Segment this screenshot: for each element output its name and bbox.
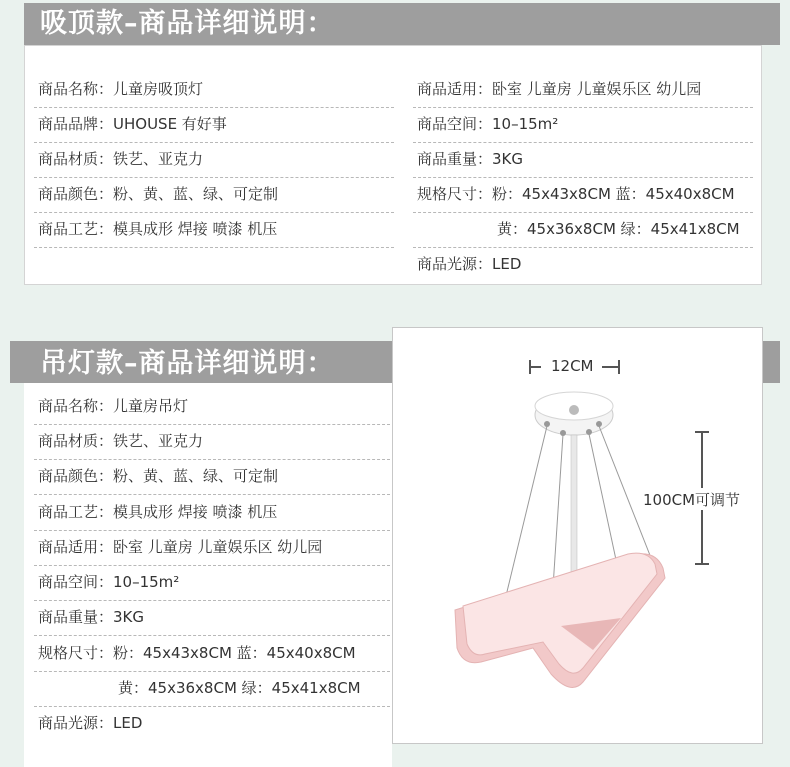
- section2-row: 规格尺寸：粉：45x43x8CM 蓝：45x40x8CM: [38, 644, 356, 662]
- section1-right-row: 黄：45x36x8CM 绿：45x41x8CM: [497, 220, 740, 238]
- section1-right-row: 规格尺寸：粉：45x43x8CM 蓝：45x40x8CM: [417, 185, 735, 203]
- section1-left-row: 商品工艺：模具成形 焊接 喷漆 机压: [38, 220, 278, 238]
- section1-title: 吸顶款–商品详细说明：: [40, 8, 335, 39]
- section2-row: 商品材质：铁艺、亚克力: [38, 432, 204, 450]
- pendant-lamp-illustration: [393, 328, 762, 743]
- section2-row: 商品工艺：模具成形 焊接 喷漆 机压: [38, 503, 278, 521]
- section1-left-row: 商品材质：铁艺、亚克力: [38, 150, 204, 168]
- section2-header-band-right: [762, 341, 780, 383]
- section2-row: 黄：45x36x8CM 绿：45x41x8CM: [118, 679, 361, 697]
- section1-right-row: 商品空间：10–15m²: [417, 115, 559, 133]
- height-label: 100CM可调节: [643, 491, 741, 509]
- section2-row: 商品颜色：粉、黄、蓝、绿、可定制: [38, 467, 279, 485]
- product-figure: [392, 327, 763, 744]
- section2-row: 商品光源：LED: [38, 714, 143, 732]
- section2-row: 商品适用：卧室 儿童房 儿童娱乐区 幼儿园: [38, 538, 323, 556]
- section2-title: 吊灯款–商品详细说明：: [40, 348, 335, 379]
- center-cable: [571, 435, 577, 585]
- section1-right-row: 商品适用：卧室 儿童房 儿童娱乐区 幼儿园: [417, 80, 702, 98]
- section2-row: 商品名称：儿童房吊灯: [38, 397, 189, 415]
- section2-row: 商品重量：3KG: [38, 608, 145, 626]
- section1-left-row: 商品颜色：粉、黄、蓝、绿、可定制: [38, 185, 279, 203]
- section1-left-row: 商品品牌：UHOUSE 有好事: [38, 115, 227, 133]
- section1-left-row: 商品名称：儿童房吸顶灯: [38, 80, 204, 98]
- section2-row: 商品空间：10–15m²: [38, 573, 180, 591]
- section1-right-row: 商品光源：LED: [417, 255, 522, 273]
- section1-right-row: 商品重量：3KG: [417, 150, 524, 168]
- row-divider: [34, 247, 394, 248]
- width-label: 12CM: [551, 357, 594, 375]
- ceiling-canopy: [535, 392, 613, 436]
- letter-a-lamp: [455, 553, 665, 687]
